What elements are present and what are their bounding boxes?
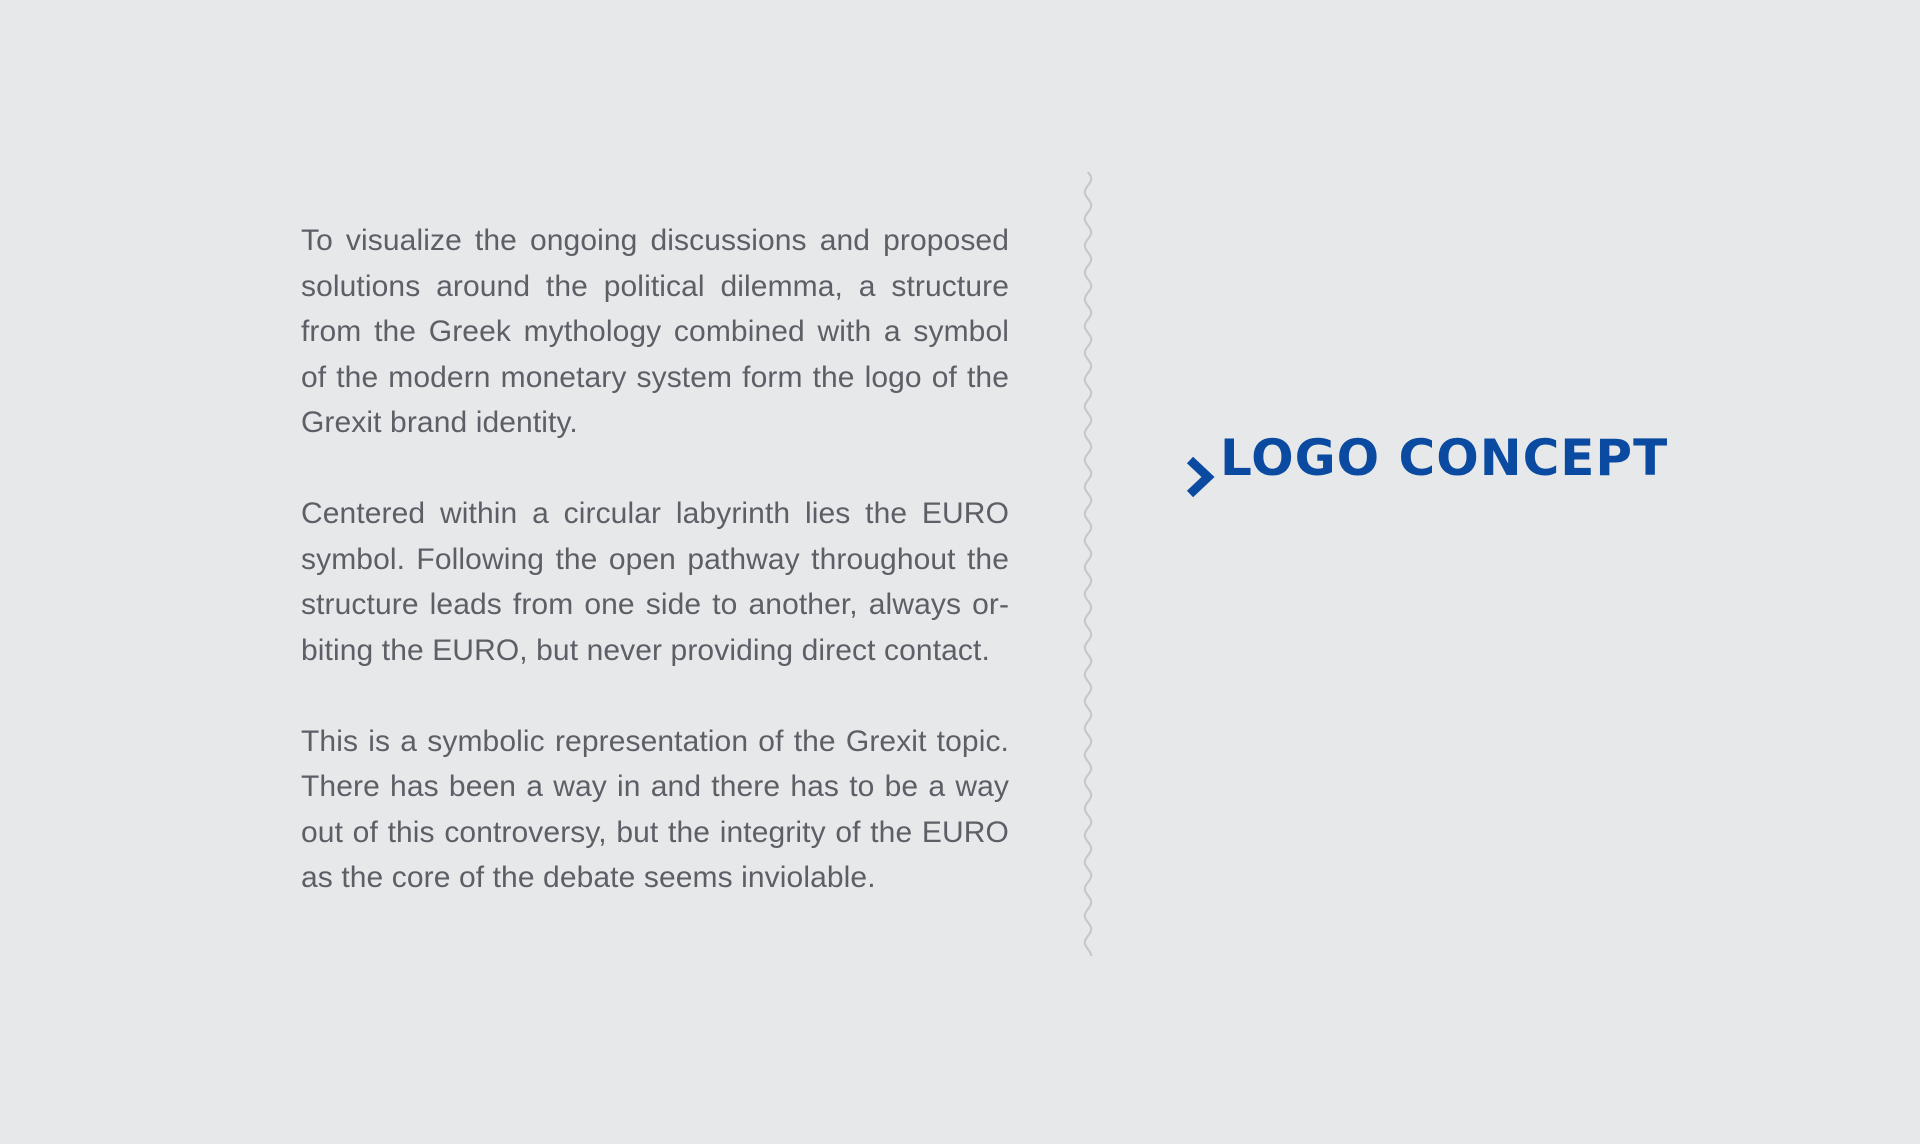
body-text-column xyxy=(301,218,1009,901)
section-title: LOGO CONCEPT xyxy=(1220,429,1669,487)
paragraph-1: To visualize the ongoing discussions and proposed solutions around the political dilemma, a structure from the Greek mythology combined with a symbol of the modern monetary system form the logo of the Grexit brand identity. xyxy=(301,224,1009,439)
wavy-divider xyxy=(1080,172,1096,956)
paragraph-3: This is a symbolic representation of the Grexit topic. There has been a way in and there has to be a way out of this controversy, but the integrity of the EURO as the core of the debate seems inviolable. xyxy=(301,724,1009,894)
chevron-right-icon xyxy=(1182,454,1216,500)
section-heading xyxy=(1182,426,1668,500)
paragraph-2: Centered within a circular labyrinth lies the EURO symbol. Following the open pathway throughout the structure leads from one side to another, always orbiting the EURO, but never providing direct contact. xyxy=(301,497,1009,667)
